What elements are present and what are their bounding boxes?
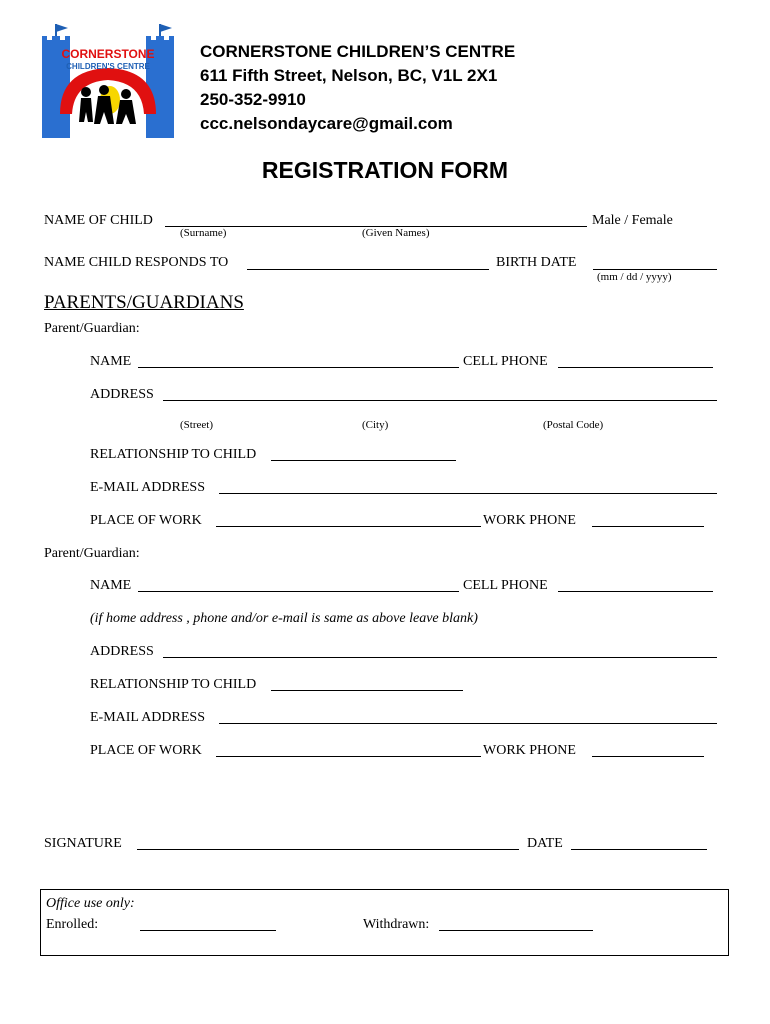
org-email: ccc.nelsondaycare@gmail.com bbox=[200, 114, 453, 133]
postal-code-hint: (Postal Code) bbox=[543, 419, 604, 431]
guardian-2-address-field[interactable] bbox=[163, 657, 717, 658]
birth-date-field[interactable] bbox=[593, 269, 717, 270]
guardian-1-cell-field[interactable] bbox=[558, 367, 713, 368]
guardian-2-name-label: NAME bbox=[90, 578, 132, 593]
guardian-2-name-field[interactable] bbox=[138, 591, 459, 592]
office-use-title: Office use only: bbox=[46, 896, 135, 911]
logo-text-bottom: CHILDREN'S CENTRE bbox=[66, 62, 150, 71]
enrolled-field[interactable] bbox=[140, 930, 276, 931]
org-address: 611 Fifth Street, Nelson, BC, V1L 2X1 bbox=[200, 66, 498, 85]
logo bbox=[38, 22, 178, 140]
guardian-1-cell-label: CELL PHONE bbox=[463, 354, 548, 369]
date-field[interactable] bbox=[571, 849, 707, 850]
signature-label: SIGNATURE bbox=[44, 836, 122, 851]
signature-field[interactable] bbox=[137, 849, 519, 850]
birth-date-hint: (mm / dd / yyyy) bbox=[597, 271, 672, 283]
guardian-2-work-place-field[interactable] bbox=[216, 756, 481, 757]
org-phone: 250-352-9910 bbox=[200, 90, 306, 109]
gender-label: Male / Female bbox=[592, 213, 673, 228]
guardian-1-label: Parent/Guardian: bbox=[44, 321, 140, 336]
guardian-2-work-phone-field[interactable] bbox=[592, 756, 704, 757]
same-as-above-note: (if home address , phone and/or e-mail is same as above leave blank) bbox=[90, 611, 478, 626]
withdrawn-label: Withdrawn: bbox=[363, 917, 430, 932]
responds-to-label: NAME CHILD RESPONDS TO bbox=[44, 255, 229, 270]
birth-date-label: BIRTH DATE bbox=[496, 255, 577, 270]
guardian-2-work-phone-label: WORK PHONE bbox=[483, 743, 576, 758]
parents-section-title: PARENTS/GUARDIANS bbox=[44, 292, 244, 313]
guardian-2-label: Parent/Guardian: bbox=[44, 546, 140, 561]
guardian-1-name-label: NAME bbox=[90, 354, 132, 369]
form-title: REGISTRATION FORM bbox=[261, 157, 509, 183]
city-hint: (City) bbox=[362, 419, 389, 431]
guardian-2-email-label: E-MAIL ADDRESS bbox=[90, 710, 205, 725]
guardian-2-work-place-label: PLACE OF WORK bbox=[90, 743, 202, 758]
responds-to-field[interactable] bbox=[247, 269, 489, 270]
surname-hint: (Surname) bbox=[180, 227, 227, 239]
given-names-hint: (Given Names) bbox=[362, 227, 430, 239]
guardian-1-address-field[interactable] bbox=[163, 400, 717, 401]
guardian-1-email-label: E-MAIL ADDRESS bbox=[90, 480, 205, 495]
guardian-1-relationship-field[interactable] bbox=[271, 460, 456, 461]
guardian-2-relationship-label: RELATIONSHIP TO CHILD bbox=[90, 677, 257, 692]
date-label: DATE bbox=[527, 836, 563, 851]
enrolled-label: Enrolled: bbox=[46, 917, 99, 932]
guardian-1-work-place-label: PLACE OF WORK bbox=[90, 513, 202, 528]
guardian-2-address-label: ADDRESS bbox=[90, 644, 154, 659]
guardian-1-work-phone-field[interactable] bbox=[592, 526, 704, 527]
guardian-1-work-place-field[interactable] bbox=[216, 526, 481, 527]
guardian-2-cell-label: CELL PHONE bbox=[463, 578, 548, 593]
castle-logo-icon bbox=[38, 22, 178, 140]
child-name-label: NAME OF CHILD bbox=[44, 213, 153, 228]
guardian-2-cell-field[interactable] bbox=[558, 591, 713, 592]
guardian-1-email-field[interactable] bbox=[219, 493, 717, 494]
guardian-2-relationship-field[interactable] bbox=[271, 690, 463, 691]
withdrawn-field[interactable] bbox=[439, 930, 593, 931]
org-name: CORNERSTONE CHILDREN’S CENTRE bbox=[200, 42, 516, 61]
guardian-1-address-label: ADDRESS bbox=[90, 387, 154, 402]
guardian-1-work-phone-label: WORK PHONE bbox=[483, 513, 576, 528]
guardian-1-name-field[interactable] bbox=[138, 367, 459, 368]
street-hint: (Street) bbox=[180, 419, 213, 431]
guardian-1-relationship-label: RELATIONSHIP TO CHILD bbox=[90, 447, 257, 462]
logo-text-top: CORNERSTONE bbox=[61, 47, 155, 61]
guardian-2-email-field[interactable] bbox=[219, 723, 717, 724]
